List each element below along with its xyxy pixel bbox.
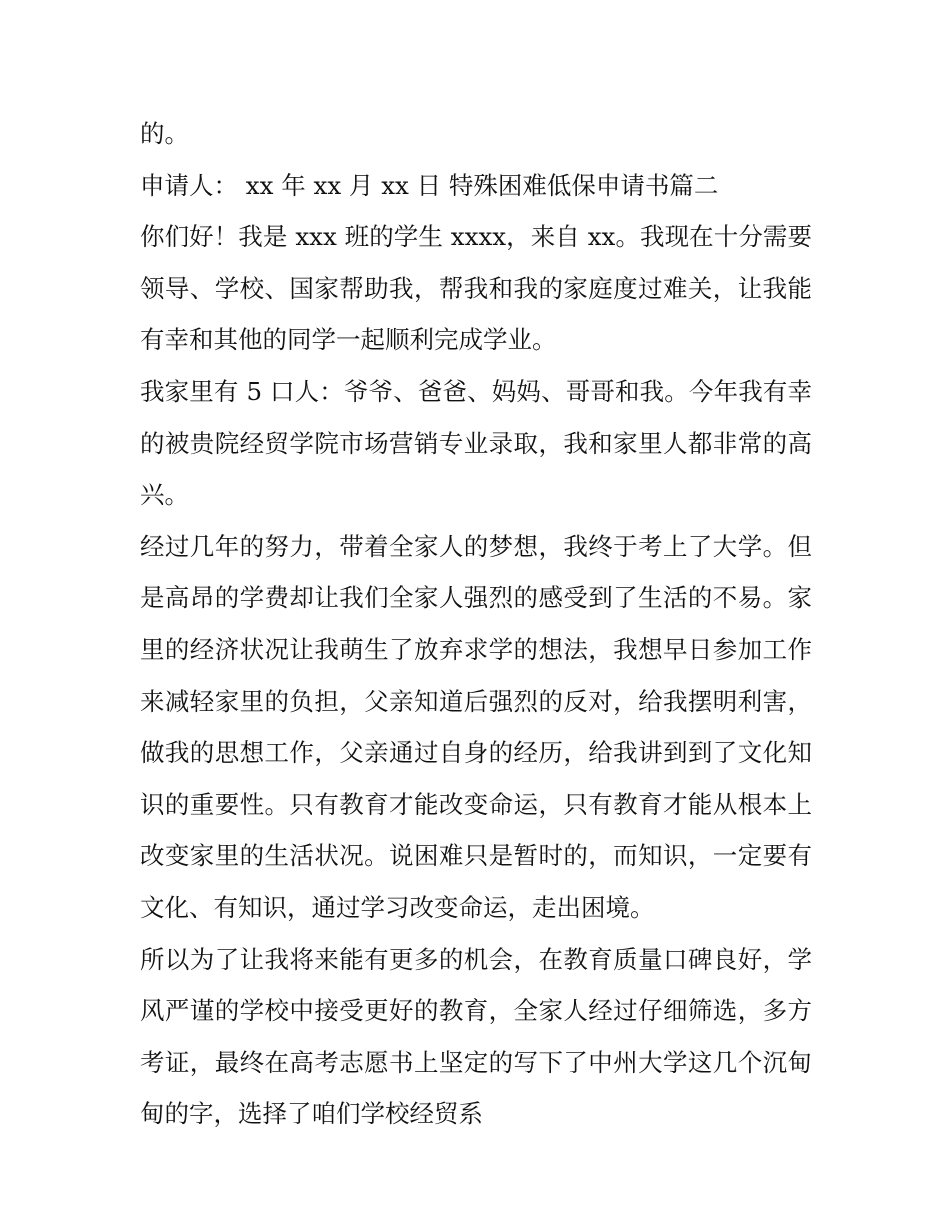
text-line-6: 我家里有 5 口人：爷爷、爸爸、妈妈、哥哥和我。今年我有幸: [140, 376, 812, 406]
text-line-16: 文化、有知识，通过学习改变命运，走出困境。: [140, 892, 655, 922]
document-body: [140, 108, 812, 1140]
text-line-10: 是高昂的学费却让我们全家人强烈的感受到了生活的不易。家: [140, 583, 812, 613]
text-line-8: 兴。: [140, 480, 189, 510]
text-line-11: 里的经济状况让我萌生了放弃求学的想法，我想早日参加工作: [140, 634, 812, 664]
text-line-4: 领导、学校、国家帮助我，帮我和我的家庭度过难关，让我能: [140, 273, 812, 303]
text-line-20: 甸的字，选择了咱们学校经贸系: [140, 1099, 483, 1129]
text-line-18: 风严谨的学校中接受更好的教育，全家人经过仔细筛选，多方: [140, 996, 812, 1026]
text-line-19: 考证，最终在高考志愿书上坚定的写下了中州大学这几个沉甸: [140, 1047, 812, 1077]
text-line-9: 经过几年的努力，带着全家人的梦想，我终于考上了大学。但: [140, 531, 812, 561]
text-line-12: 来减轻家里的负担，父亲知道后强烈的反对，给我摆明利害，: [140, 686, 812, 716]
text-line-15: 改变家里的生活状况。说困难只是暂时的，而知识，一定要有: [140, 841, 812, 871]
text-line-3: 你们好！我是 xxx 班的学生 xxxx，来自 xx。我现在十分需要: [140, 222, 812, 252]
text-line-14: 识的重要性。只有教育才能改变命运，只有教育才能从根本上: [140, 789, 812, 819]
text-line-7: 的被贵院经贸学院市场营销专业录取，我和家里人都非常的高: [140, 428, 812, 458]
text-line-2: 申请人： xx 年 xx 月 xx 日 特殊困难低保申请书篇二: [140, 170, 719, 200]
text-line-5: 有幸和其他的同学一起顺利完成学业。: [140, 325, 557, 355]
text-line-1: 的。: [140, 119, 189, 148]
text-line-17: 所以为了让我将来能有更多的机会，在教育质量口碑良好，学: [140, 944, 812, 974]
text-line-13: 做我的思想工作，父亲通过自身的经历，给我讲到到了文化知: [140, 738, 812, 768]
